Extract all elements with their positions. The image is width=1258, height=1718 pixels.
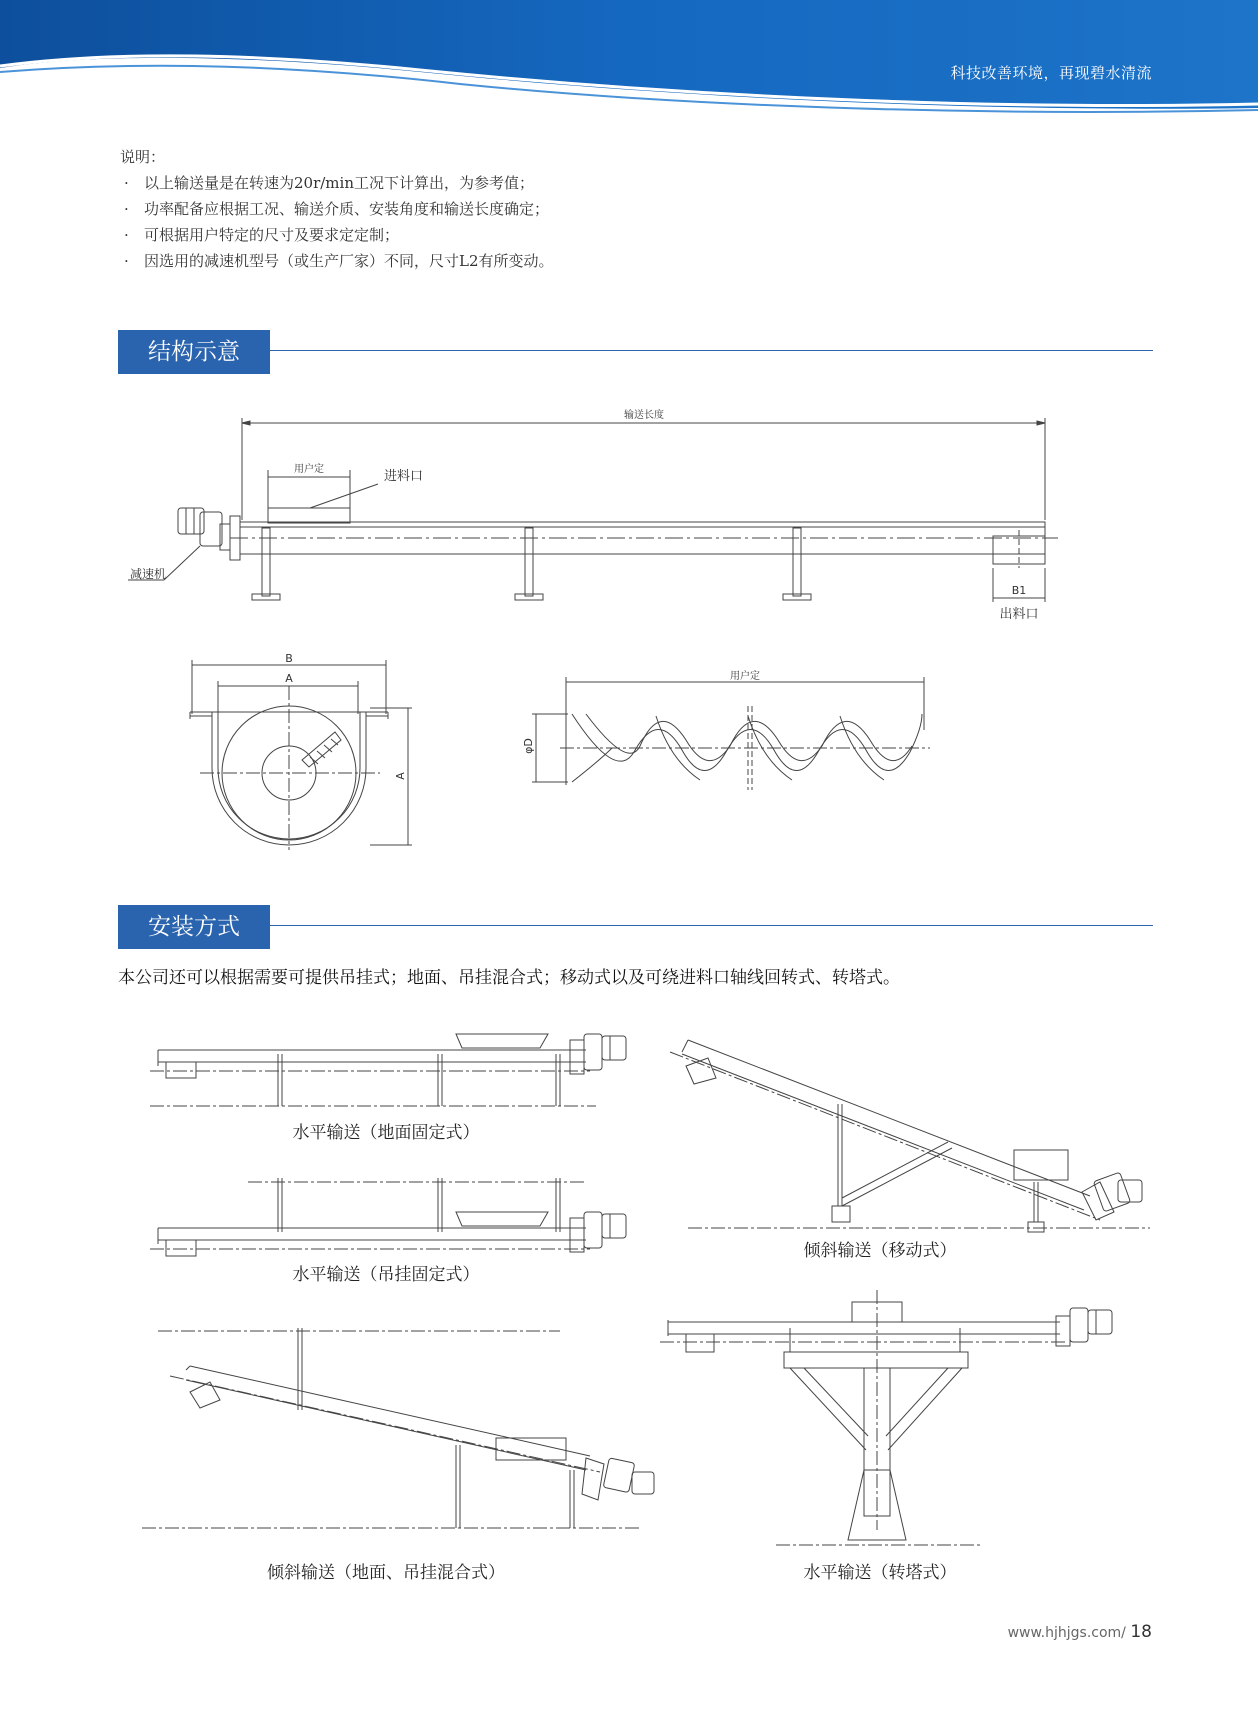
- caption-tower: 水平输送（转塔式）: [803, 1563, 957, 1583]
- page-number: 18: [1130, 1622, 1152, 1642]
- note-item: · 功率配备应根据工况、输送介质、安装角度和输送长度确定；: [124, 200, 550, 218]
- section-installation-title: 安装方式: [118, 905, 270, 949]
- footer-url[interactable]: www.hjhjgs.com/: [1007, 1625, 1126, 1641]
- user-defined-label: 用户定: [294, 464, 324, 475]
- b1-label: B1: [1011, 584, 1027, 597]
- mixed-inclined-drawing: [142, 1328, 654, 1528]
- screw-user-defined-label: 用户定: [730, 671, 760, 682]
- section-installation-heading: [118, 905, 1153, 949]
- note-item: · 因选用的减速机型号（或生产厂家）不同，尺寸L2有所变动。: [124, 252, 554, 270]
- outlet-label: 出料口: [999, 607, 1039, 622]
- dim-a-label: A: [285, 672, 293, 685]
- side-view-drawing: [0, 400, 1258, 630]
- notes-block: [120, 144, 554, 274]
- section-divider: [270, 350, 1153, 351]
- section-divider: [270, 925, 1153, 926]
- installation-intro: 本公司还可以根据需要可提供吊挂式；地面、吊挂混合式；移动式以及可绕进料口轴线回转式、转塔式。: [118, 968, 900, 988]
- reducer-label: 减速机: [130, 567, 167, 581]
- dim-a-side-label: A: [394, 772, 407, 780]
- note-item: · 可根据用户特定的尺寸及要求定定制；: [124, 226, 400, 244]
- header-slogan: 科技改善环境，再现碧水清流: [950, 64, 1152, 82]
- inlet-label: 进料口: [384, 469, 424, 484]
- tower-drawing: [660, 1290, 1112, 1545]
- floor-fixed-drawing: [150, 1034, 626, 1106]
- length-label: 输送长度: [624, 410, 664, 421]
- page-footer: [1008, 1622, 1152, 1642]
- caption-mixed-inclined: 倾斜输送（地面、吊挂混合式）: [267, 1563, 505, 1583]
- hanging-fixed-drawing: [150, 1178, 626, 1256]
- caption-floor-fixed: 水平输送（地面固定式）: [292, 1123, 480, 1143]
- caption-hanging-fixed: 水平输送（吊挂固定式）: [292, 1265, 480, 1285]
- header-banner: [0, 0, 1258, 120]
- note-item: · 以上输送量是在转速为20r/min工况下计算出，为参考值；: [124, 174, 534, 192]
- section-structure-heading: [118, 330, 1153, 374]
- cross-section-drawing: [180, 650, 420, 850]
- screw-diameter-label: φD: [522, 738, 535, 754]
- installation-drawings: [0, 1020, 1258, 1580]
- screw-drawing: [520, 660, 940, 800]
- section-structure-title: 结构示意: [118, 330, 270, 374]
- dim-b-label: B: [285, 652, 293, 665]
- notes-title: 说明：: [120, 148, 166, 166]
- mobile-inclined-drawing: [670, 1040, 1150, 1232]
- caption-mobile-inclined: 倾斜输送（移动式）: [803, 1241, 957, 1261]
